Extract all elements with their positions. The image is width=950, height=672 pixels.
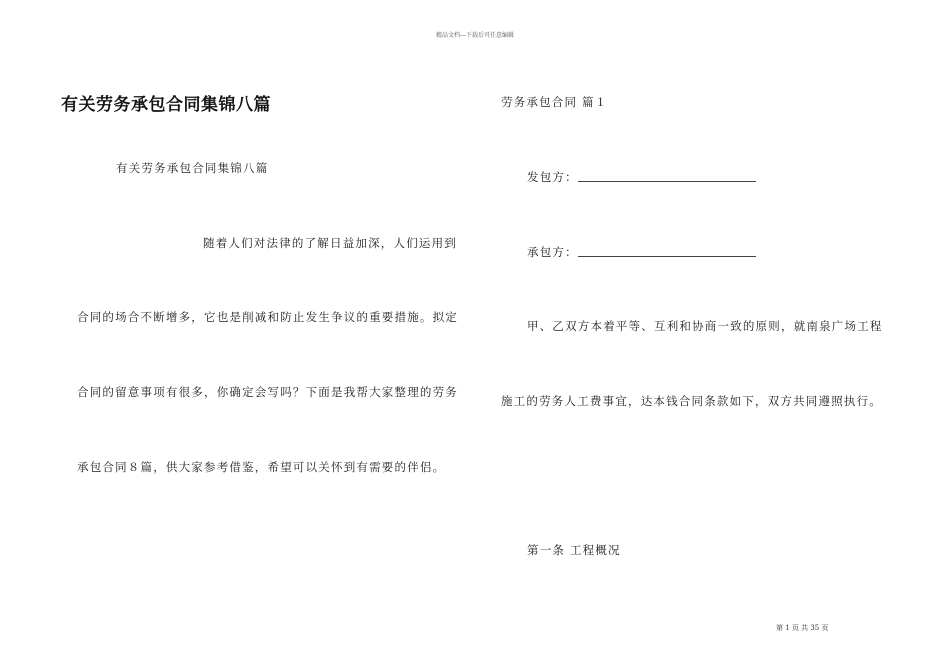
party-b-label: 承包方： <box>527 245 578 259</box>
article-1-heading: 第一条 工程概况 <box>527 543 621 557</box>
intro-line-2: 施工的劳务人工费事宜，达本钱合同条款如下，双方共同遵照执行。 <box>501 394 882 408</box>
paragraph-line-3: 合同的留意事项有很多，你确定会写吗？下面是我帮大家整理的劳务 <box>77 385 458 399</box>
section-title: 劳务承包合同 篇１ <box>501 95 608 109</box>
document-title: 有关劳务承包合同集锦八篇 <box>61 95 271 115</box>
party-b-blank-line <box>578 256 756 257</box>
document-subtitle: 有关劳务承包合同集锦八篇 <box>116 161 269 175</box>
party-a-blank-line <box>578 181 756 182</box>
paragraph-line-4: 承包合同８篇，供大家参考借鉴，希望可以关怀到有需要的伴侣。 <box>77 460 446 474</box>
page-number: 第 1 页 共 35 页 <box>776 624 829 632</box>
paragraph-line-1: 随着人们对法律的了解日益加深，人们运用到 <box>203 236 457 250</box>
intro-line-1: 甲、乙双方本着平等、互利和协商一致的原则，就南泉广场工程 <box>527 319 883 333</box>
header-note: 精品文档---下载后可任意编辑 <box>435 32 515 39</box>
paragraph-line-2: 合同的场合不断增多，它也是削减和防止发生争议的重要措施。拟定 <box>77 310 458 324</box>
party-a-label: 发包方： <box>527 170 578 184</box>
